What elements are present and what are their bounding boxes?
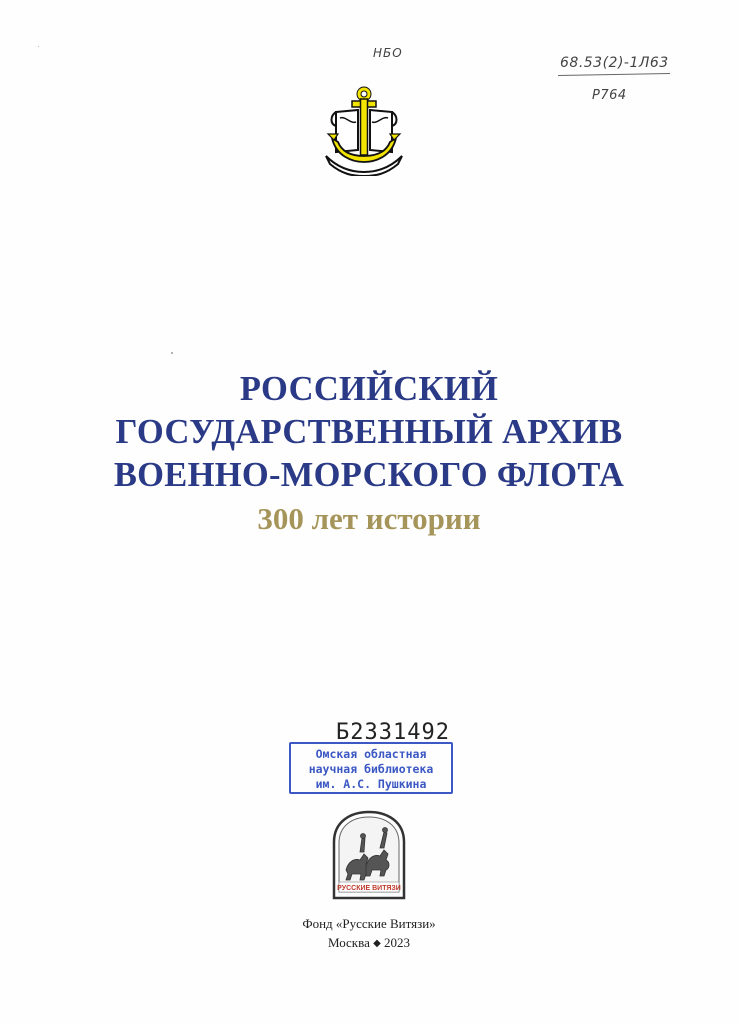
subtitle: 300 лет истории	[257, 501, 481, 536]
scan-speck	[38, 46, 39, 47]
imprint	[0, 914, 738, 953]
book-title	[0, 368, 738, 539]
stamp-line-1: Омская областная	[315, 747, 427, 761]
title-line-3: ВОЕННО-МОРСКОГО ФЛОТА	[113, 456, 625, 494]
stamp-line-3: им. А.С. Пушкина	[315, 777, 427, 791]
title-line-1: РОССИЙСКИЙ	[239, 370, 499, 408]
publisher-name: Фонд «Русские Витязи»	[302, 916, 436, 931]
publisher-logo	[330, 808, 408, 900]
diamond-separator-icon: ◆	[373, 938, 381, 949]
stamp-line-2: научная библиотека	[308, 762, 434, 776]
title-line-2: ГОСУДАРСТВЕННЫЙ АРХИВ	[115, 413, 623, 451]
author-mark: Р764	[592, 88, 627, 103]
inventory-number: Б2331492	[336, 720, 450, 745]
place-year	[0, 933, 738, 953]
year: 2023	[384, 935, 411, 950]
library-stamp	[289, 742, 453, 794]
city: Москва	[327, 935, 370, 950]
anchor-emblem-icon	[318, 84, 410, 176]
scan-speck	[171, 352, 173, 354]
classification-code: 68.53(2)-1Л63	[560, 55, 669, 71]
classification-underline	[558, 73, 670, 76]
handwritten-note: НБО	[373, 46, 403, 60]
publisher-logo-text: РУССКИЕ ВИТЯЗИ	[337, 885, 401, 892]
